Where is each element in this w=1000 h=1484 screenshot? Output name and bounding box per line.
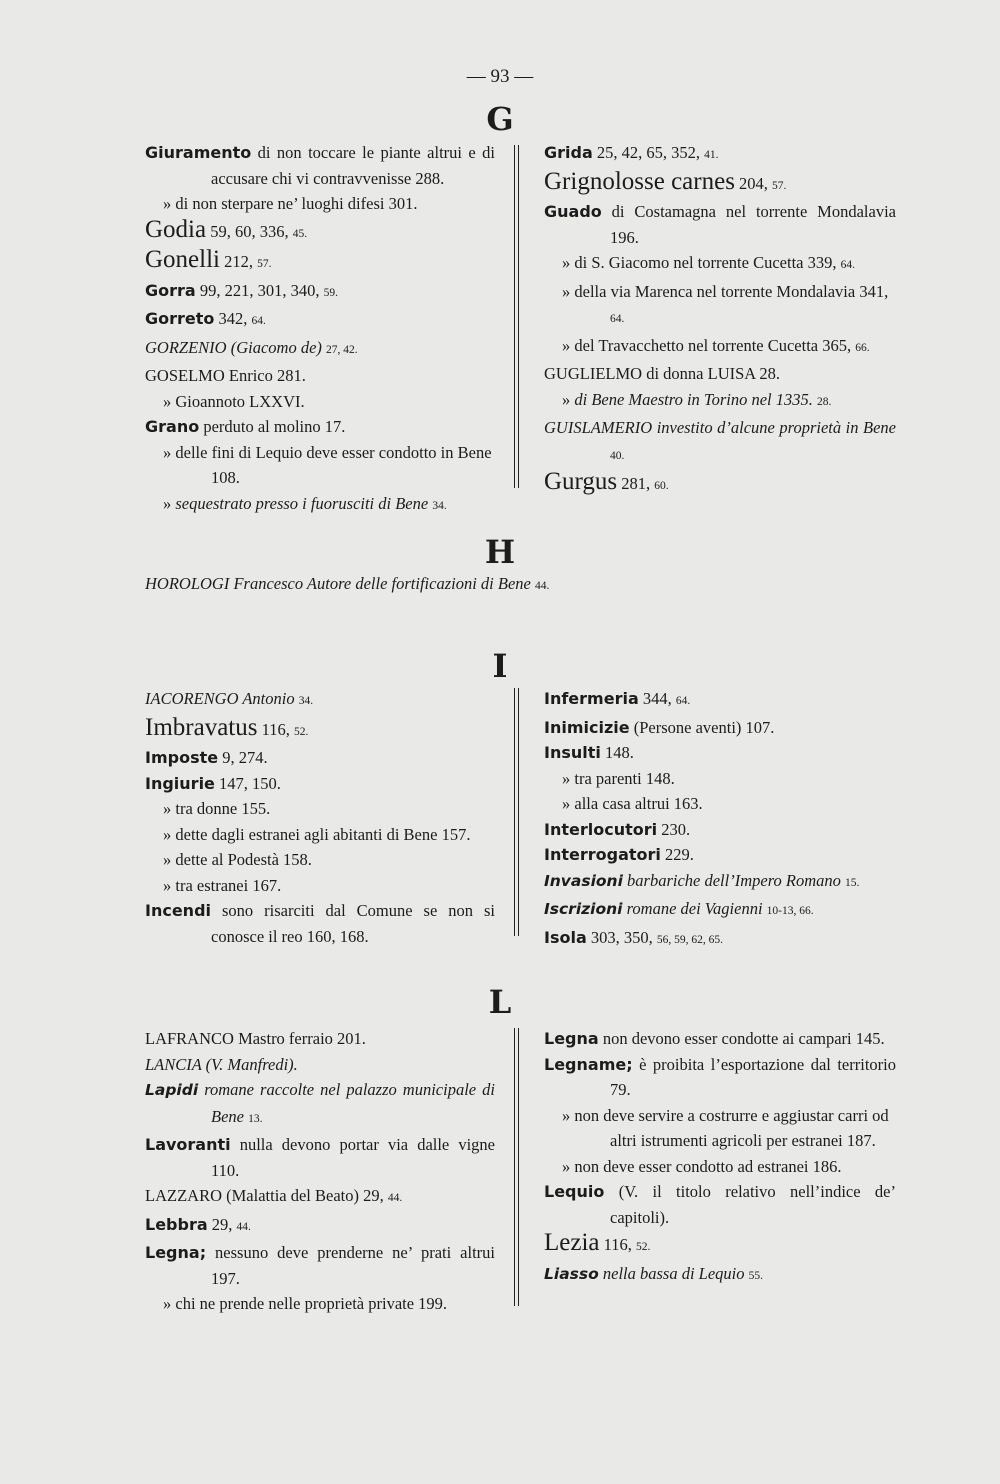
index-entry: Gonelli 212, 57.	[145, 246, 272, 273]
index-subentry: » alla casa altrui 163.	[562, 794, 703, 813]
h-entry: HOROLOGI Francesco Autore delle fortificazioni di Bene 44.	[145, 574, 550, 593]
section-letter-h: H	[484, 533, 516, 571]
index-subentry: » del Travacchetto nel torrente Cucetta 365, 66.	[562, 335, 870, 355]
index-subentry: » delle fini di Lequio deve esser condotto in Bene 108.	[163, 442, 492, 487]
index-subentry: » chi ne prende nelle proprietà private 199.	[163, 1294, 448, 1313]
index-entry: Gorreto 342, 64.	[145, 309, 266, 328]
index-entry: Interrogatori 229.	[544, 845, 694, 864]
index-entry: Giuramento di non toccare le piante altrui e di accusare chi vi contravvenisse 288.	[145, 143, 495, 188]
index-entry: Imbravatus 116, 52.	[145, 713, 309, 741]
index-entry: Gurgus 281, 60.	[544, 468, 669, 495]
l-right-column	[544, 1026, 896, 1289]
page-number: — 93 —	[466, 66, 534, 87]
index-subentry: » di Bene Maestro in Torino nel 1335. 28.	[562, 389, 832, 409]
section-letter-i: I	[492, 647, 508, 685]
index-entry: Legna; nessuno deve prenderne ne’ prati altrui 197.	[145, 1243, 495, 1288]
index-entry: Liasso nella bassa di Lequio 55.	[544, 1263, 764, 1283]
index-entry: GORZENIO (Giacomo de) 27, 42.	[145, 337, 358, 357]
index-entry: Ingiurie 147, 150.	[145, 773, 281, 793]
index-entry: Grano perduto al molino 17.	[145, 417, 346, 436]
index-entry: Lezia 116, 52.	[544, 1229, 651, 1256]
index-subentry: » sequestrato presso i fuorusciti di Bene 34.	[163, 493, 447, 513]
index-entry: Grignolosse carnes 204, 57.	[544, 167, 787, 195]
index-entry: LANCIA (V. Manfredi).	[145, 1054, 298, 1074]
index-entry: Incendi sono risarciti dal Comune se non si conosce il reo 160, 168.	[145, 901, 495, 946]
g-left-column	[145, 140, 495, 519]
index-entry: LAZZARO (Malattia del Beato) 29, 44.	[145, 1186, 403, 1205]
index-entry: Imposte 9, 274.	[145, 748, 268, 767]
index-subentry: » dette dagli estranei agli abitanti di Bene 157.	[163, 824, 471, 844]
index-entry: Infermeria 344, 64.	[544, 689, 691, 708]
index-subentry: » tra parenti 148.	[562, 768, 675, 788]
index-entry: Insulti 148.	[544, 743, 634, 762]
index-subentry: » tra donne 155.	[163, 799, 271, 818]
index-subentry: » di S. Giacomo nel torrente Cucetta 339, 64.	[562, 253, 855, 272]
index-subentry: » dette al Podestà 158.	[163, 850, 312, 869]
index-subentry: » Gioannoto LXXVI.	[163, 391, 305, 411]
index-entry: Lavoranti nulla devono portar via dalle vigne 110.	[145, 1135, 495, 1180]
index-entry: Isola 303, 350, 56, 59, 62, 65.	[544, 927, 723, 947]
index-entry: Guado di Costamagna nel torrente Mondalavia 196.	[544, 202, 896, 247]
index-subentry: » non deve servire a costrurre e aggiustar carri od altri istrumenti agricoli per estranei 187.	[562, 1105, 889, 1150]
index-entry: Lequio (V. il titolo relativo nell’indice de’ capitoli).	[544, 1182, 896, 1227]
index-entry: LAFRANCO Mastro ferraio 201.	[145, 1029, 366, 1048]
index-entry: Gorra 99, 221, 301, 340, 59.	[145, 280, 338, 300]
index-entry: GUGLIELMO di donna LUISA 28.	[544, 364, 781, 383]
index-subentry: » di non sterpare ne’ luoghi difesi 301.	[163, 194, 418, 213]
i-left-column	[145, 686, 495, 949]
index-entry: Grida 25, 42, 65, 352, 41.	[544, 143, 719, 162]
column-divider-g	[514, 145, 519, 488]
index-subentry: » non deve esser condotto ad estranei 186.	[562, 1156, 842, 1176]
index-entry: Iscrizioni romane dei Vagienni 10-13, 66.	[544, 899, 814, 918]
index-entry: Legna non devono esser condotte ai campari 145.	[544, 1029, 885, 1048]
i-right-column	[544, 686, 896, 953]
index-entry: Godia 59, 60, 336, 45.	[145, 215, 308, 243]
column-divider-i	[514, 688, 519, 936]
index-entry: Legname; è proibita l’esportazione dal territorio 79.	[544, 1054, 896, 1099]
index-entry: Inimicizie (Persone aventi) 107.	[544, 717, 775, 737]
column-divider-l	[514, 1028, 519, 1306]
index-entry: GUISLAMERIO investito d’alcune proprietà in Bene 40.	[544, 418, 896, 462]
index-entry: Interlocutori 230.	[544, 819, 691, 839]
index-subentry: » tra estranei 167.	[163, 875, 282, 895]
index-subentry: » della via Marenca nel torrente Mondalavia 341, 64.	[562, 281, 889, 325]
g-right-column	[544, 140, 896, 500]
section-letter-l: L	[488, 983, 512, 1021]
section-letter-g: G	[486, 100, 514, 138]
index-entry: GOSELMO Enrico 281.	[145, 366, 306, 385]
l-left-column	[145, 1026, 495, 1317]
index-entry: Lebbra 29, 44.	[145, 1214, 251, 1234]
index-entry: Lapidi romane raccolte nel palazzo municipale di Bene 13.	[145, 1080, 495, 1126]
index-entry: Invasioni barbariche dell’Impero Romano 15.	[544, 870, 860, 890]
index-entry: IACORENGO Antonio 34.	[145, 689, 314, 708]
